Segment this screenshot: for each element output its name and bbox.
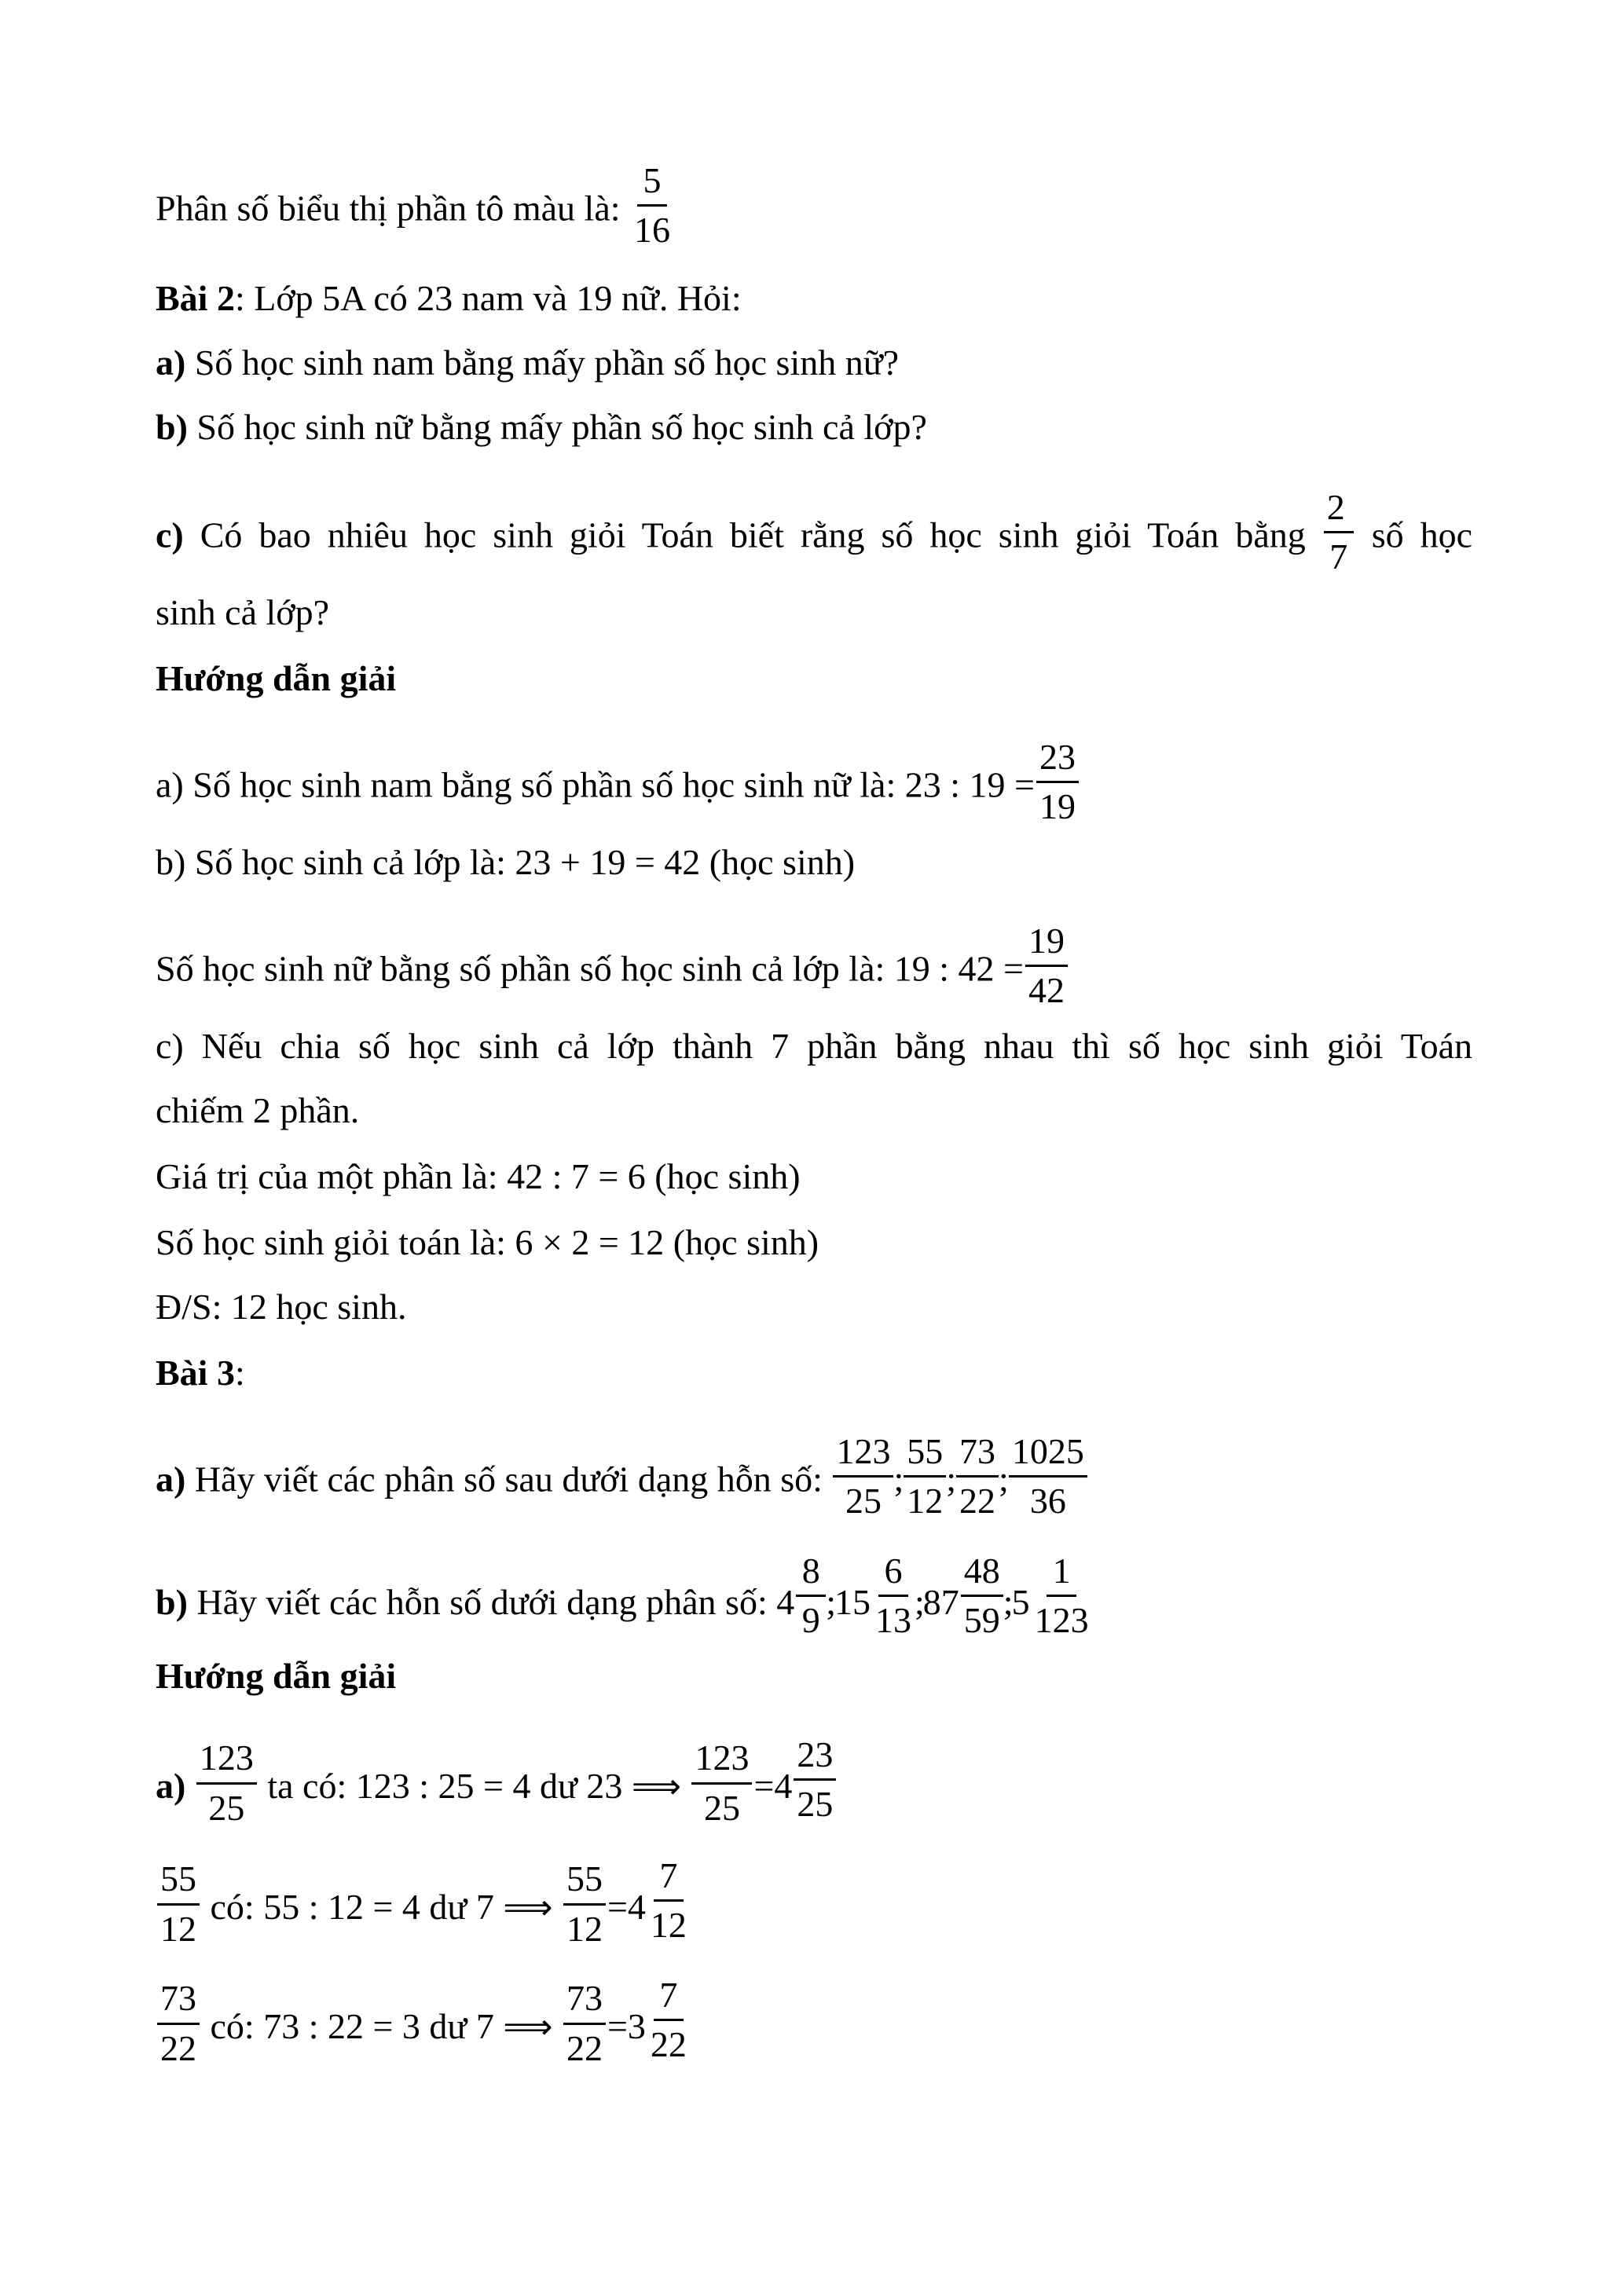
question-label: c) [156, 514, 184, 555]
fraction [796, 1552, 826, 1640]
question-label: a) [156, 1765, 186, 1806]
mixed-number [627, 1975, 691, 2071]
numerator: 19 [1025, 922, 1068, 967]
numerator: 73 [563, 1979, 606, 2024]
mixed-number [774, 1734, 838, 1830]
separator: ; [946, 1459, 957, 1500]
numerator: 1025 [1009, 1433, 1087, 1478]
fraction [1009, 1433, 1087, 1521]
fraction [647, 1976, 690, 2064]
solution-2b-line-2 [156, 921, 1069, 1016]
question-2a [156, 341, 899, 385]
denominator: 7 [1329, 536, 1348, 577]
fraction [1025, 922, 1068, 1010]
mixed-number [627, 1855, 691, 1951]
whole-part: 87 [922, 1581, 959, 1622]
solution-3a-line-2 [156, 1855, 691, 1954]
mixed-number [922, 1551, 1005, 1646]
solution-2c-line-1: c) Nếu chia số học sinh cả lớp thành 7 phần bằng nhau thì số học sinh giỏi Toán [156, 1026, 1472, 1066]
numerator: 23 [794, 1736, 836, 1781]
fraction [691, 1739, 752, 1827]
mixed-number [1011, 1551, 1094, 1646]
exercise-text: : [234, 1353, 245, 1393]
fraction [1324, 489, 1354, 577]
numerator: 7 [654, 1976, 684, 2021]
denominator: 12 [566, 1908, 603, 1949]
exercise-2-title [156, 276, 742, 320]
fraction [631, 162, 673, 250]
question-text: Số học sinh nữ bằng mấy phần số học sinh cả lớp? [196, 407, 927, 447]
fraction [904, 1433, 946, 1521]
numerator: 5 [637, 162, 667, 207]
whole-part: 4 [774, 1765, 793, 1806]
fraction [794, 1736, 836, 1824]
expression: 23 : 19 = [904, 764, 1035, 805]
solution-heading: Hướng dẫn giải [156, 1656, 397, 1696]
fraction [1032, 1552, 1092, 1640]
text: ta có: 123 : 25 = 4 dư 23 [267, 1765, 623, 1806]
expression: 19 : 42 = [893, 948, 1024, 989]
equals-sign: = [753, 1765, 775, 1806]
whole-part: 4 [776, 1581, 795, 1622]
numerator: 73 [956, 1433, 999, 1478]
question-label: b) [156, 1581, 188, 1622]
separator: ; [893, 1459, 904, 1500]
denominator: 25 [797, 1784, 834, 1825]
whole-part: 15 [834, 1581, 871, 1622]
text: a) Số học sinh nam bằng số phần số học sinh nữ là: [156, 764, 896, 805]
question-2c [156, 487, 1473, 583]
numerator: 23 [1036, 738, 1079, 783]
separator: ; [999, 1459, 1009, 1500]
question-label: a) [156, 342, 186, 383]
exercise-text: : Lớp 5A có 23 nam và 19 nữ. Hỏi: [234, 278, 742, 318]
numerator: 55 [157, 1860, 200, 1905]
fraction [196, 1739, 257, 1827]
whole-part: 4 [627, 1886, 646, 1927]
fraction [872, 1552, 915, 1640]
denominator: 22 [160, 2027, 196, 2068]
fraction [157, 1979, 200, 2067]
denominator: 12 [650, 1905, 687, 1946]
fraction [833, 1433, 893, 1521]
separator: ; [1003, 1581, 1014, 1622]
exercise-label: Bài 2 [156, 278, 235, 318]
denominator: 25 [845, 1481, 882, 1522]
separator: ; [915, 1581, 925, 1622]
solution-3a-line-3 [156, 1975, 691, 2074]
whole-part: 3 [627, 2005, 646, 2046]
denominator: 123 [1034, 1600, 1089, 1641]
numerator: 123 [196, 1739, 257, 1784]
equals-sign: = [607, 1886, 628, 1927]
solution-heading: Hướng dẫn giải [156, 658, 397, 698]
text: Phân số biểu thị phần tô màu là: [156, 188, 621, 229]
denominator: 25 [703, 1787, 740, 1828]
text: có: 55 : 12 = 4 dư 7 [210, 1886, 494, 1927]
fraction [563, 1979, 606, 2067]
question-text: Có bao nhiêu học sinh giỏi Toán biết rằng số học sinh giỏi Toán bằng [200, 514, 1306, 555]
numerator: 6 [878, 1552, 908, 1597]
numerator: 123 [833, 1433, 893, 1478]
question-3a [156, 1431, 1089, 1527]
denominator: 59 [963, 1600, 1000, 1641]
numerator: 2 [1324, 489, 1354, 533]
question-2c-continuation: sinh cả lớp? [156, 592, 330, 632]
exercise-3-title [156, 1351, 245, 1395]
numerator: 55 [904, 1433, 946, 1478]
implies-arrow: ⟹ [631, 1766, 681, 1807]
question-text: Hãy viết các phân số sau dưới dạng hỗn số: [194, 1459, 823, 1500]
denominator: 25 [208, 1787, 245, 1828]
text: Số học sinh nữ bằng số phần số học sinh cả lớp là: [156, 948, 885, 989]
mixed-number [834, 1551, 916, 1646]
fraction [647, 1857, 690, 1945]
numerator: 55 [563, 1860, 606, 1905]
question-label: b) [156, 407, 188, 447]
denominator: 22 [959, 1481, 996, 1522]
denominator: 9 [801, 1600, 820, 1641]
fraction [563, 1860, 606, 1948]
question-2b [156, 405, 927, 449]
fraction [1036, 738, 1079, 826]
denominator: 12 [907, 1481, 944, 1522]
mixed-number [776, 1551, 827, 1646]
numerator: 123 [691, 1739, 752, 1784]
solution-2c-line-2: chiếm 2 phần. [156, 1090, 360, 1130]
denominator: 36 [1029, 1481, 1066, 1522]
question-text: Số học sinh nam bằng mấy phần số học sinh nữ? [194, 342, 900, 383]
fraction [157, 1860, 200, 1948]
text: có: 73 : 22 = 3 dư 7 [210, 2005, 494, 2046]
denominator: 19 [1039, 786, 1076, 827]
solution-2a [156, 737, 1080, 833]
solution-3a-line-1 [156, 1734, 838, 1833]
denominator: 12 [160, 1908, 196, 1949]
denominator: 22 [566, 2027, 603, 2068]
equals-sign: = [607, 2005, 628, 2046]
implies-arrow: ⟹ [503, 1887, 553, 1928]
question-text: Hãy viết các hỗn số dưới dạng phân số: [196, 1581, 768, 1622]
answer-line: Đ/S: 12 học sinh. [156, 1287, 407, 1327]
numerator: 1 [1047, 1552, 1076, 1597]
numerator: 8 [796, 1552, 826, 1597]
fraction [956, 1433, 999, 1521]
numerator: 73 [157, 1979, 200, 2024]
implies-arrow: ⟹ [503, 2006, 553, 2047]
denominator: 13 [875, 1600, 912, 1641]
fraction [961, 1552, 1003, 1640]
whole-part: 5 [1011, 1581, 1030, 1622]
question-3b [156, 1551, 1094, 1646]
solution-2b-line-1: b) Số học sinh cả lớp là: 23 + 19 = 42 (học sinh) [156, 842, 856, 882]
denominator: 42 [1028, 970, 1065, 1011]
separator: ; [826, 1581, 837, 1622]
numerator: 7 [654, 1857, 684, 1902]
denominator: 16 [634, 210, 671, 251]
numerator: 48 [961, 1552, 1003, 1597]
question-text-tail: số học [1371, 514, 1473, 555]
question-label: a) [156, 1459, 186, 1500]
exercise-label: Bài 3 [156, 1353, 235, 1393]
denominator: 22 [650, 2024, 687, 2065]
solution-2c-line-3: Giá trị của một phần là: 42 : 7 = 6 (học sinh) [156, 1156, 801, 1196]
shaded-fraction-line [156, 160, 675, 256]
solution-2c-line-4: Số học sinh giỏi toán là: 6 × 2 = 12 (học sinh) [156, 1222, 819, 1262]
